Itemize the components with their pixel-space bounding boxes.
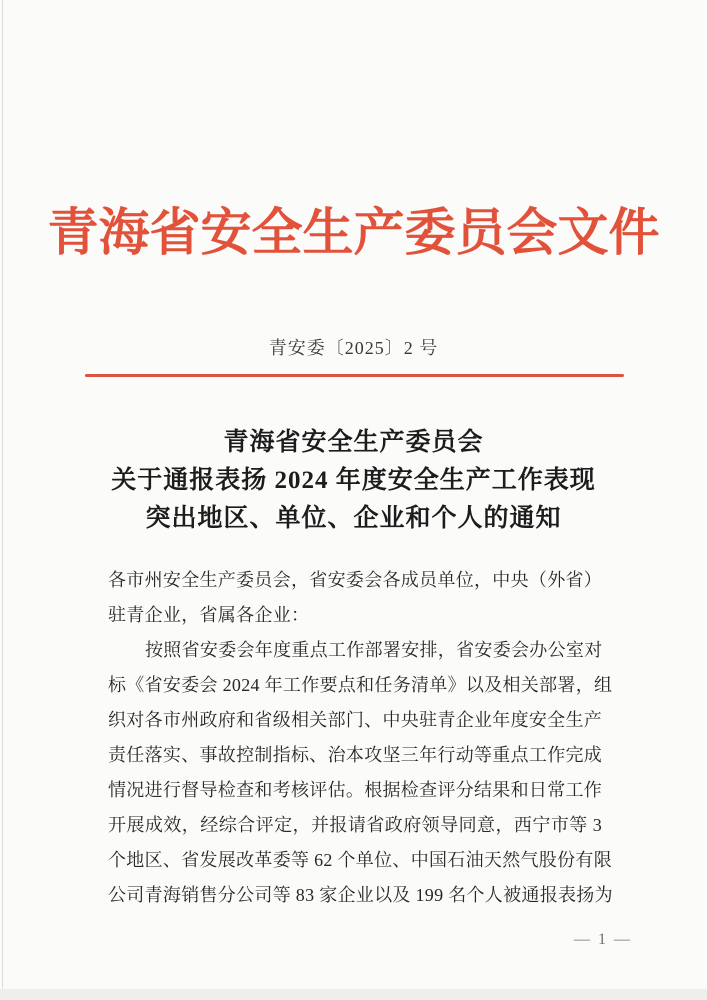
document-number: 青安委〔2025〕2 号 [268, 338, 439, 358]
letterhead-org-title: 青海省安全生产委员会文件 [47, 206, 660, 262]
document-body [108, 563, 613, 913]
body-line: 责任落实、事故控制指标、治本攻坚三年行动等重点工作完成 [108, 745, 603, 765]
body-line: 标《省安委会 2024 年工作要点和任务清单》以及相关部署，组 [108, 675, 613, 695]
body-line: 按照省安委会年度重点工作部署安排，省安委会办公室对 [145, 640, 603, 660]
page-edge-bottom [0, 989, 707, 1000]
page-number: — 1 — [574, 931, 632, 948]
body-line: 织对各市州政府和省级相关部门、中央驻青企业年度安全生产 [108, 710, 603, 730]
body-line: 开展成效，经综合评定，并报请省政府领导同意，西宁市等 3 [108, 815, 602, 835]
body-line: 情况进行督导检查和考核评估。根据检查评分结果和日常工作 [108, 780, 603, 800]
document-title-line-3: 突出地区、单位、企业和个人的通知 [145, 505, 562, 532]
body-line: 公司青海销售分公司等 83 家企业以及 199 名个人被通报表扬为 [108, 885, 613, 905]
body-line: 各市州安全生产委员会，省安委会各成员单位，中央（外省） [108, 570, 603, 590]
document-title-line-2: 关于通报表扬 2024 年度安全生产工作表现 [111, 467, 596, 494]
red-divider-rule [85, 374, 624, 377]
document-title [0, 424, 707, 538]
body-line: 驻青企业，省属各企业： [108, 605, 310, 625]
document-title-line-1: 青海省安全生产委员会 [223, 429, 484, 456]
body-line: 个地区、省发展改革委等 62 个单位、中国石油天然气股份有限 [108, 850, 612, 870]
